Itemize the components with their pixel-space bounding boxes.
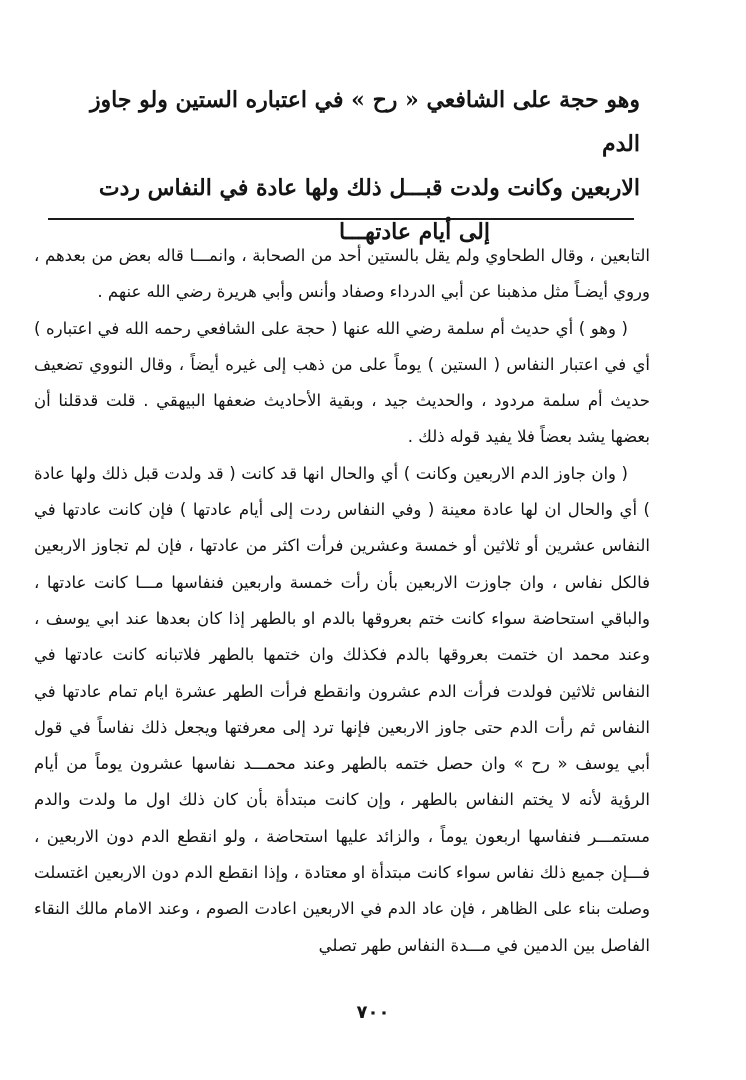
- matn-line: إلى أيام عادتهـــا: [339, 219, 490, 245]
- commentary-paragraph: ( وان جاوز الدم الاربعين وكانت ) أي والحال انها قد كانت ( قد ولدت قبل ذلك ولها عادة ) أي والحال ان لها عادة معينة ( وفي النفاس ردت إلى أيام عادتها ) فإن كانت عادتها في النفاس عشرين أو ثلاثين أو خمسة وعشرين فرأت اكثر من عادتها ، فإن لم تجاوز الاربعين فالكل نفاس ، وان جاوزت الاربعين بأن رأت خمسة واربعين فنفاسها مـــا كانت عادتها ، والباقي استحاضة سواء كانت ختم بعروقها بالدم او بالطهر إذا كان بعدها عند ابي يوسف ، وعند محمد ان ختمت بعروقها بالدم فكذلك وان ختمها بالطهر فلاتبانه كانت عادتها في النفاس ثلاثين فولدت فرأت الدم عشرون وانقطع فرأت الطهر عشرة ايام تمام عادتها في النفاس ثم رأت الدم حتى جاوز الاربعين فإنها ترد إلى معرفتها ويجعل ذلك نفاساً في قول أبي يوسف « رح » وان حصل ختمه بالطهر وعند محمـــد نفاسها عشرون يوماً من أيام الرؤية لأنه لا يختم النفاس بالطهر ، وإن كانت مبتدأة بأن كان ذلك اول ما ولدت والدم مستمـــر فنفاسها اربعون يوماً ، والزائد عليها استحاضة ، ولو انقطع الدم دون الاربعين ، فـــإن جميع ذلك نفاس سواء كانت مبتدأة او معتادة ، وإذا انقطع الدم دون الاربعين اغتسلت وصلت بناء على الظاهر ، فإن عاد الدم في الاربعين اعادت الصوم ، وعند الامام مالك النقاء الفاصل بين الدمين في مـــدة النفاس طهر تصلي: [34, 463, 650, 955]
- commentary-paragraph: ( وهو ) أي حديث أم سلمة رضي الله عنها ( حجة على الشافعي رحمه الله في اعتباره ) أي في اعتبار النفاس ( الستين ) يوماً على من ذهب إلى غيره أيضاً ، وقال النووي تضعيف حديث أم سلمة مردود ، والحديث جيد ، وبقية الأحاديث ضعفها البيهقي . قلت قدقلنا أن بعضها يشد بعضاً فلا يفيد قوله ذلك .: [34, 318, 650, 447]
- separator-rule: [48, 218, 634, 220]
- commentary-text-block: [34, 238, 650, 964]
- page-number: ٧٠٠: [356, 1002, 390, 1023]
- matn-text-block: [70, 78, 640, 254]
- commentary-paragraph: التابعين ، وقال الطحاوي ولم يقل بالستين أحد من الصحابة ، وانمـــا قاله بعض من بعدهم ، وروي أيضـاً مثل مذهبنا عن أبي الدرداء وصفاد وأنس وأبي هريرة رضي الله عنهم .: [34, 246, 650, 302]
- matn-line: وهو حجة على الشافعي « رح » في اعتباره الستين ولو جاوز الدم: [89, 87, 640, 157]
- matn-line: الاربعين وكانت ولدت قبـــل ذلك ولها عادة في النفاس ردت: [98, 175, 640, 201]
